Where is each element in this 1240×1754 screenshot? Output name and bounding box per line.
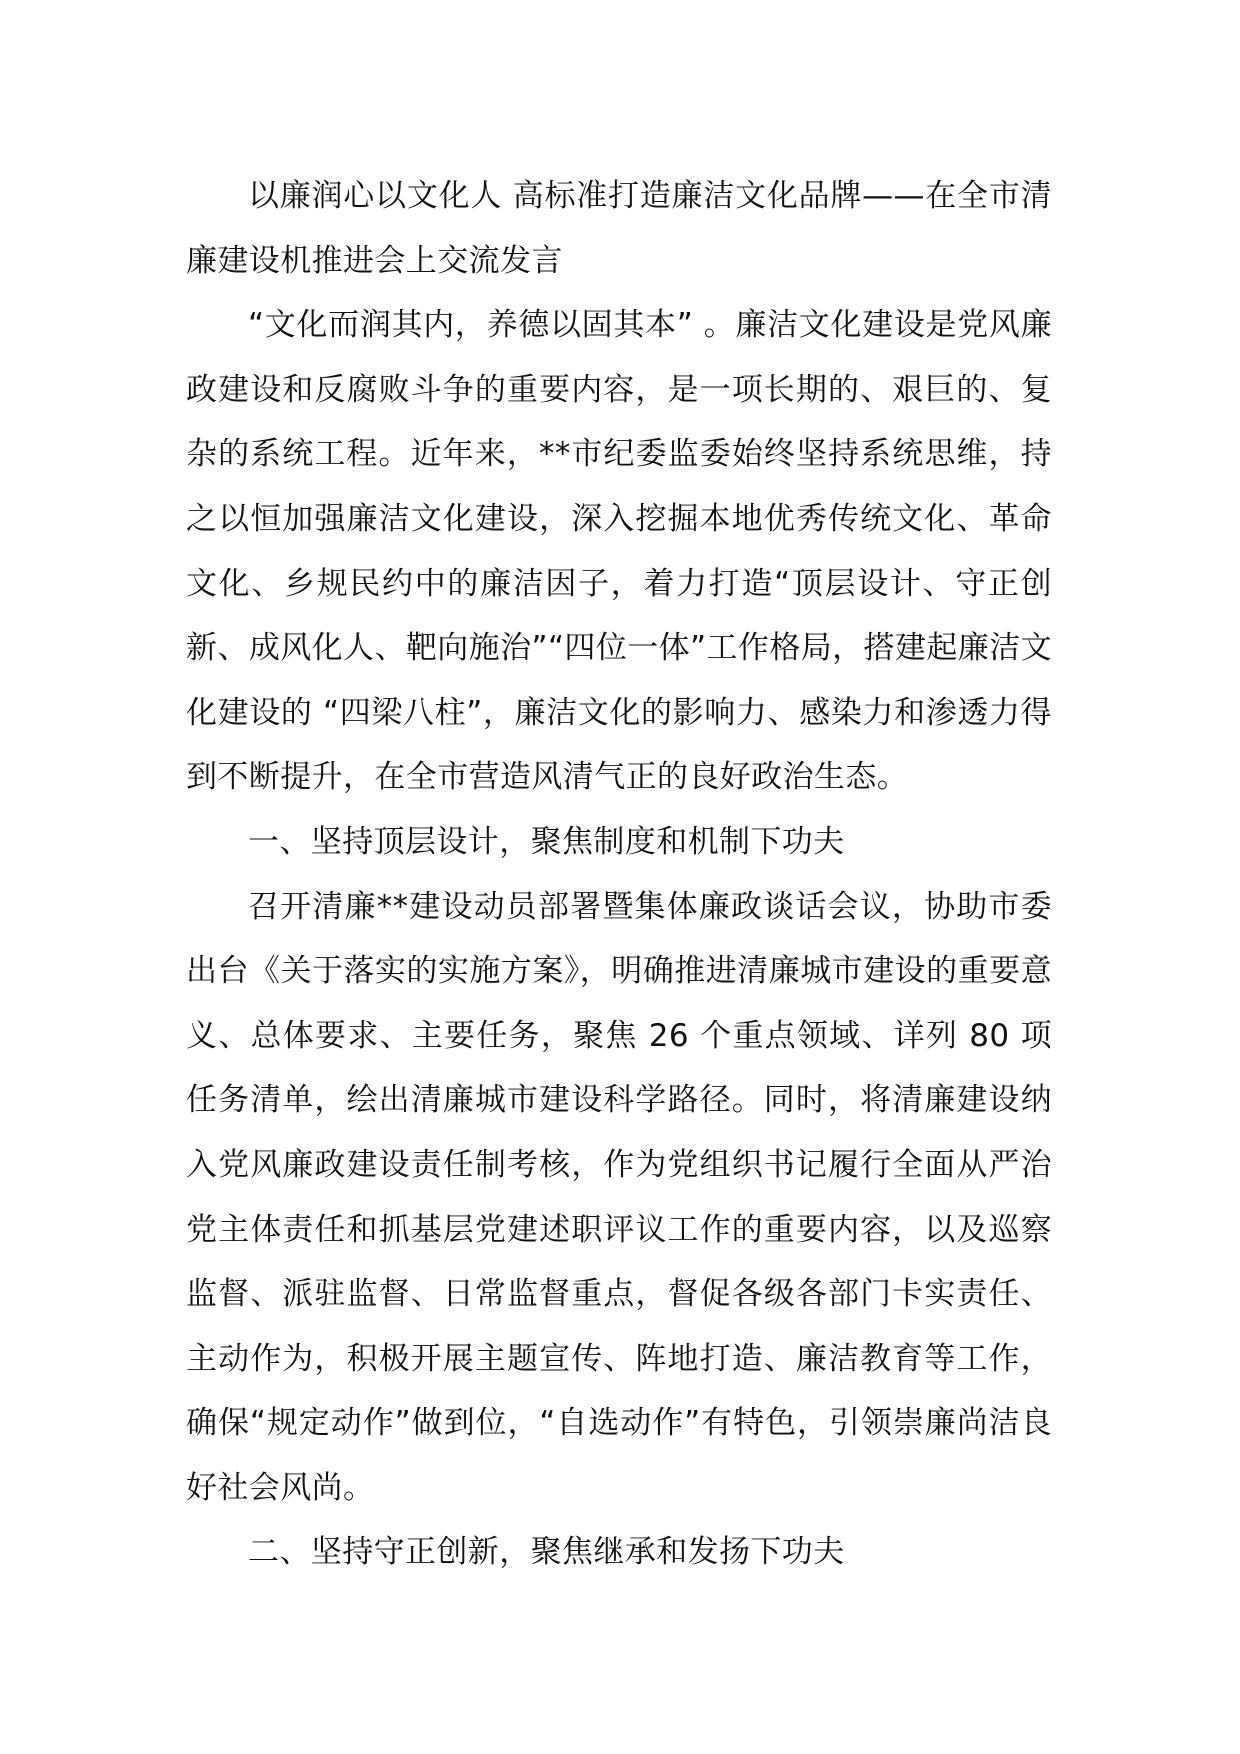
document-body <box>186 164 1052 1585</box>
document-title: 以廉润心以文化人 高标准打造廉洁文化品牌——在全市清廉建设机推进会上交流发言 <box>186 178 1052 279</box>
intro-paragraph: “文化而润其内，养德以固其本” 。廉洁文化建设是党风廉政建设和反腐败斗争的重要内容，是一项长期的、艰巨的、复杂的系统工程。近年来，**市纪委监委始终坚持系统思维，持之以恒加强廉洁文化建设，深入挖掘本地优秀传统文化、革命文化、乡规民约中的廉洁因子，着力打造“顶层设计、守正创新、成风化人、靶向施治”“四位一体”工作格局，搭建起廉洁文化建设的 “四梁八柱”，廉洁文化的影响力、感染力和渗透力得到不断提升，在全市营造风清气正的良好政治生态。 <box>186 307 1052 796</box>
section-1-paragraph: 召开清廉**建设动员部署暨集体廉政谈话会议，协助市委出台《关于落实的实施方案》，明确推进清廉城市建设的重要意义、总体要求、主要任务，聚焦 26 个重点领域、详列 80 项任务清单，绘出清廉城市建设科学路径。同时，将清廉建设纳入党风廉政建设责任制考核，作为党组织书记履行全面从严治党主体责任和抓基层党建述职评议工作的重要内容，以及巡察监督、派驻监督、日常监督重点，督促各级各部门卡实责任、主动作为，积极开展主题宣传、阵地打造、廉洁教育等工作，确保“规定动作”做到位，“自选动作”有特色，引领崇廉尚洁良好社会风尚。 <box>186 888 1052 1506</box>
section-heading-1: 一、坚持顶层设计，聚焦制度和机制下功夫 <box>248 823 845 860</box>
section-heading-2: 二、坚持守正创新，聚焦继承和发扬下功夫 <box>248 1534 845 1571</box>
